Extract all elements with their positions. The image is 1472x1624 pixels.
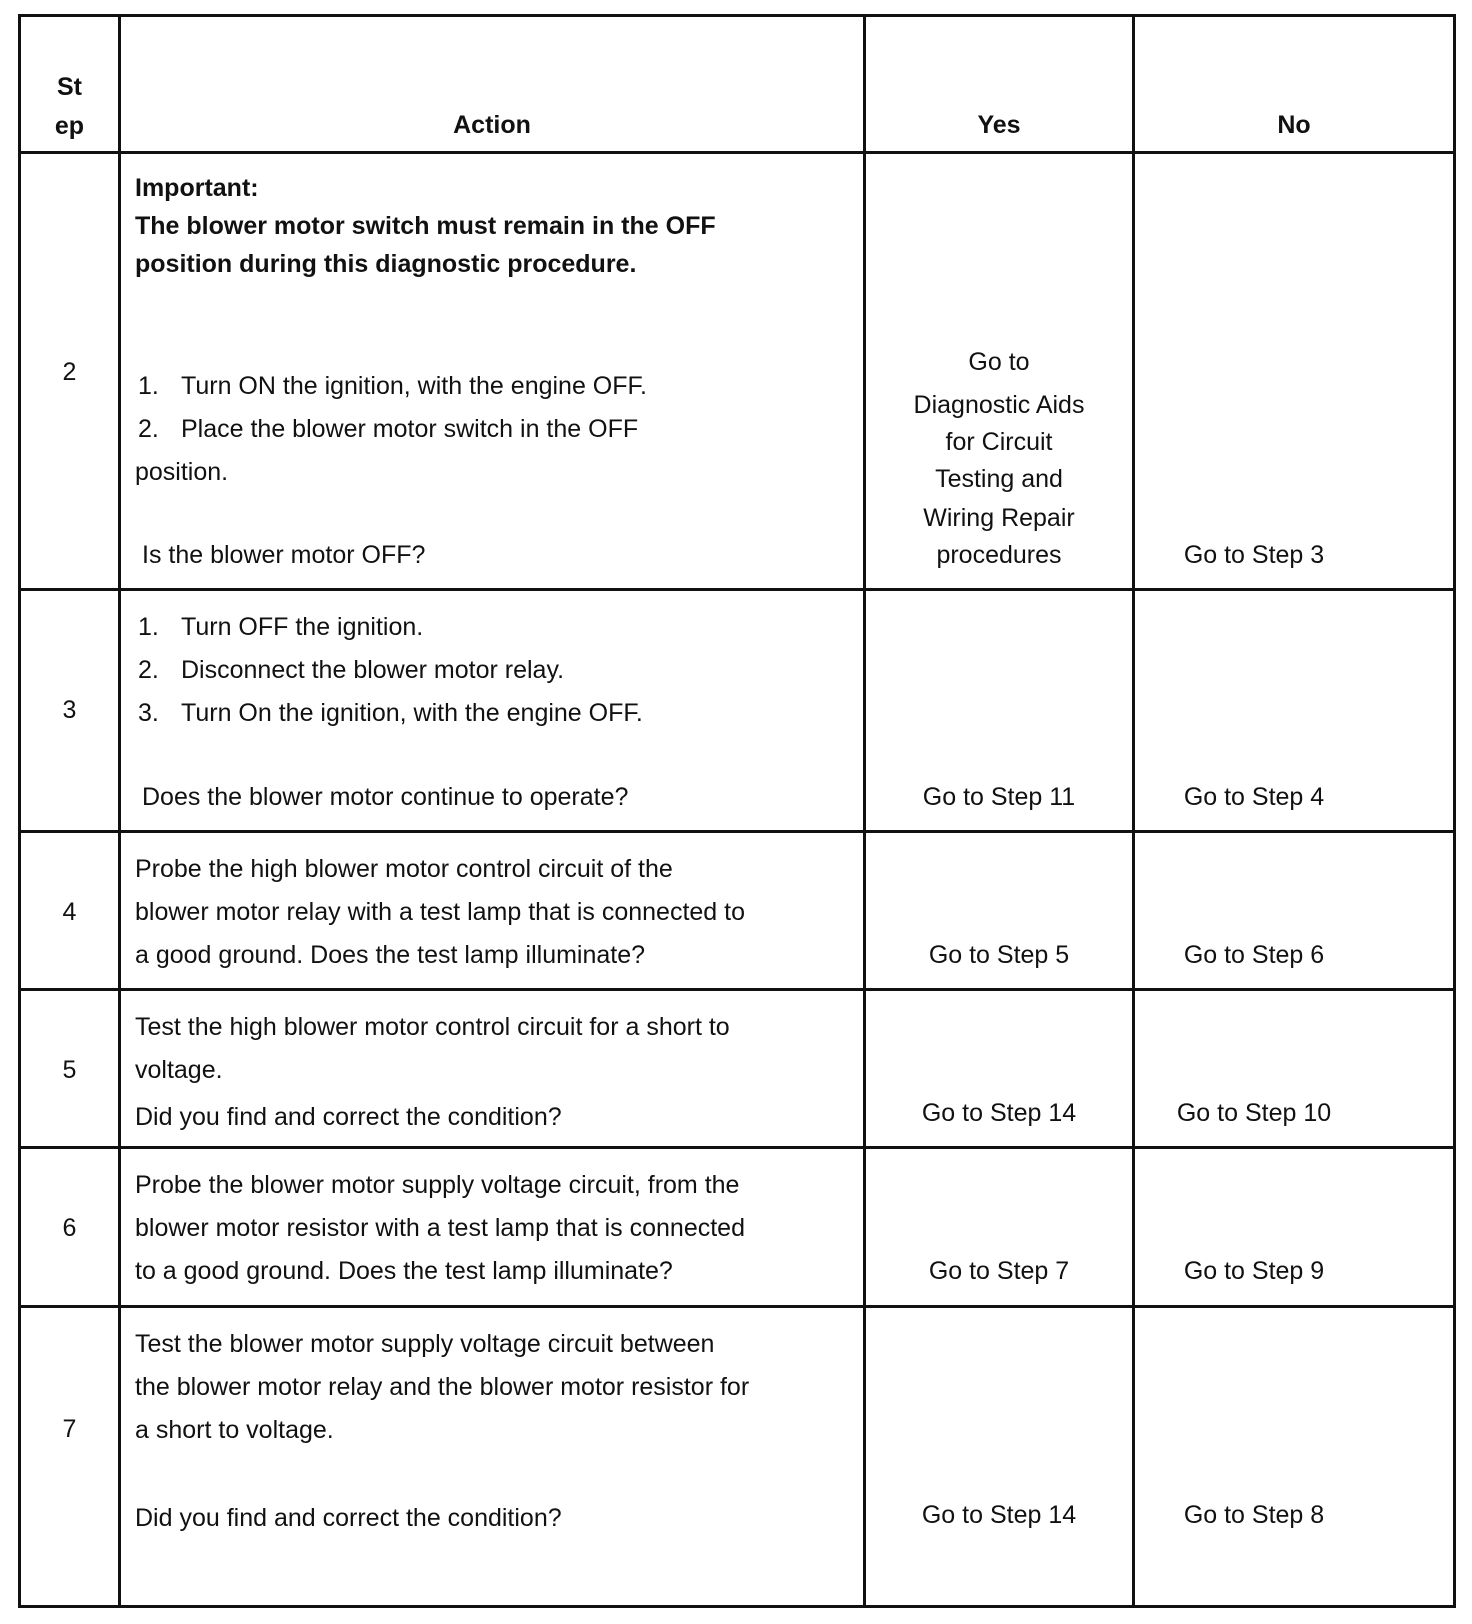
no-result: Go to Step 10 [1176, 1099, 1332, 1127]
action-text-line: a good ground. Does the test lamp illuminate? [135, 941, 646, 969]
row-divider-2 [21, 588, 1453, 591]
action-text-line: Probe the blower motor supply voltage circuit, from the [135, 1171, 740, 1199]
column-divider-step [118, 17, 121, 1605]
row-divider-header [21, 151, 1453, 154]
action-text-line: Test the blower motor supply voltage circuit between [135, 1330, 715, 1358]
column-divider-yes [1132, 17, 1135, 1605]
action-question: Does the blower motor continue to operate? [142, 783, 629, 811]
step-number: 6 [62, 1214, 77, 1242]
action-text-line: the blower motor relay and the blower motor resistor for [135, 1373, 750, 1401]
no-result: Go to Step 9 [1183, 1257, 1325, 1285]
no-result: Go to Step 8 [1183, 1501, 1325, 1529]
action-text-line: Probe the high blower motor control circuit of the [135, 855, 673, 883]
action-step-text: Turn OFF the ignition. [181, 613, 424, 641]
action-step-text: Turn ON the ignition, with the engine OFF. [181, 372, 647, 400]
action-step-text: Place the blower motor switch in the OFF [181, 415, 639, 443]
yes-result: Go to Step 7 [928, 1257, 1070, 1285]
header-no: No [1277, 111, 1311, 139]
list-number: 3. [138, 699, 159, 727]
action-step-text: Turn On the ignition, with the engine OFF. [181, 699, 643, 727]
yes-line: Testing and [935, 465, 1063, 493]
action-step-text: Disconnect the blower motor relay. [181, 656, 565, 684]
step-number: 5 [62, 1056, 77, 1084]
important-text-line1: The blower motor switch must remain in the OFF [135, 212, 716, 240]
list-number: 1. [138, 613, 159, 641]
step-number: 7 [62, 1415, 77, 1443]
action-text-line: Test the high blower motor control circuit for a short to [135, 1013, 730, 1041]
no-result: Go to Step 3 [1183, 541, 1325, 569]
action-text-line: blower motor relay with a test lamp that is connected to [135, 898, 746, 926]
yes-line: Go to [968, 348, 1030, 376]
header-step-line2: ep [54, 112, 85, 140]
yes-line: Diagnostic Aids [913, 391, 1085, 419]
list-number: 1. [138, 372, 159, 400]
yes-line: Wiring Repair [923, 504, 1075, 532]
header-action: Action [453, 111, 531, 139]
row-divider-3 [21, 830, 1453, 833]
row-divider-4 [21, 988, 1453, 991]
action-text-line: blower motor resistor with a test lamp that is connected [135, 1214, 745, 1242]
diagnostic-table [18, 14, 1456, 1608]
no-result: Go to Step 4 [1183, 783, 1325, 811]
yes-result: Go to Step 14 [921, 1501, 1077, 1529]
header-step-line1: St [57, 73, 82, 101]
no-result: Go to Step 6 [1183, 941, 1325, 969]
list-number: 2. [138, 656, 159, 684]
action-text-line: a short to voltage. [135, 1416, 334, 1444]
action-question: Is the blower motor OFF? [142, 541, 426, 569]
action-text-line: voltage. [135, 1056, 223, 1084]
step-number: 4 [62, 898, 77, 926]
step-number: 2 [62, 358, 77, 386]
important-text-line2: position during this diagnostic procedure. [135, 250, 637, 278]
row-divider-5 [21, 1146, 1453, 1149]
yes-result: Go to Step 5 [928, 941, 1070, 969]
row-divider-6 [21, 1305, 1453, 1308]
yes-line: procedures [936, 541, 1062, 569]
yes-result: Go to Step 14 [921, 1099, 1077, 1127]
action-question: Did you find and correct the condition? [135, 1504, 562, 1532]
step-number: 3 [62, 696, 77, 724]
yes-result: Go to Step 11 [922, 783, 1076, 811]
action-question: Did you find and correct the condition? [135, 1103, 562, 1131]
column-divider-action [863, 17, 866, 1605]
important-label: Important: [135, 174, 259, 202]
header-yes: Yes [977, 111, 1021, 139]
action-step-text-cont: position. [135, 458, 229, 486]
yes-line: for Circuit [945, 428, 1053, 456]
list-number: 2. [138, 415, 159, 443]
action-text-line: to a good ground. Does the test lamp illuminate? [135, 1257, 673, 1285]
